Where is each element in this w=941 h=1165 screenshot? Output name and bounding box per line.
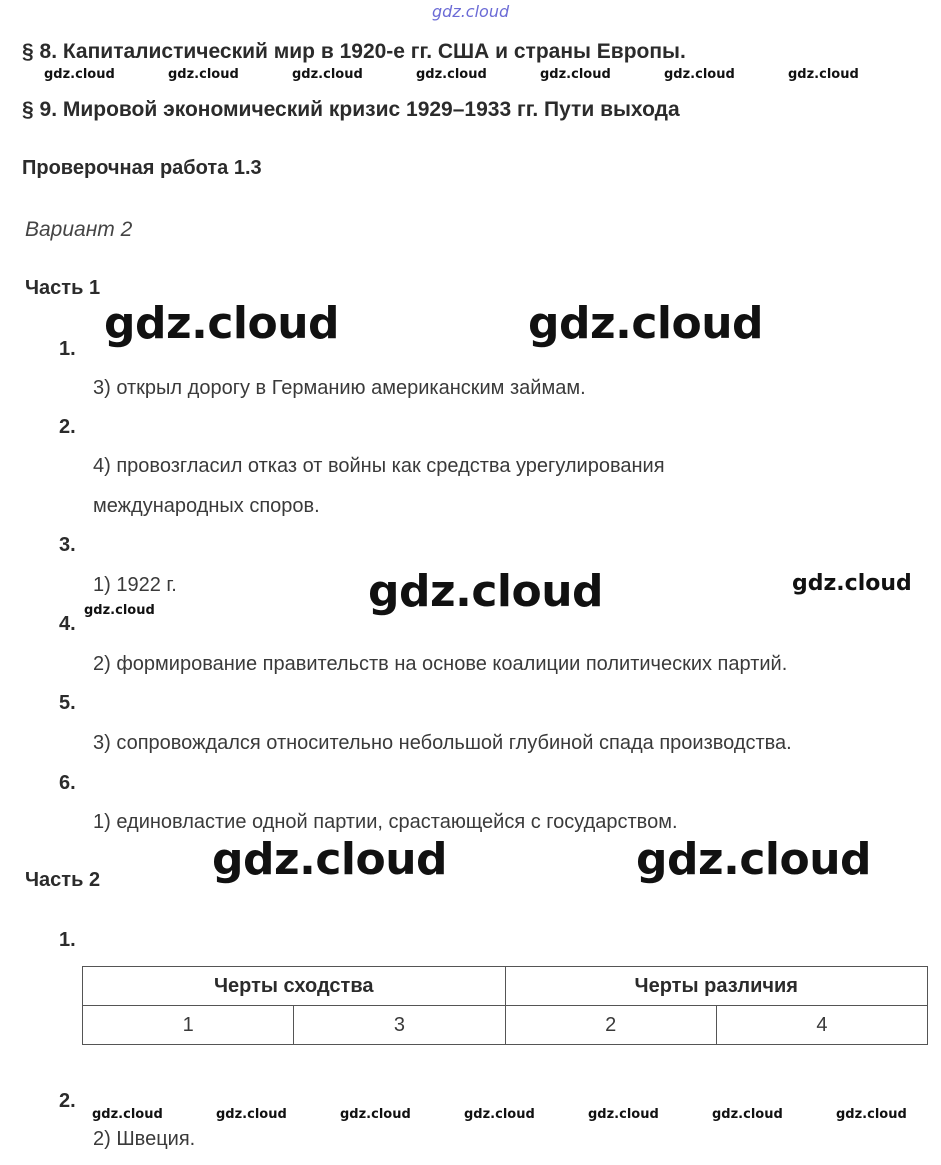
comparison-table (82, 966, 928, 1045)
question-number: 3. (59, 534, 76, 556)
watermark: gdz.cloud (292, 67, 363, 82)
table-header-differences: Черты различия (505, 967, 928, 1006)
watermark: gdz.cloud (788, 67, 859, 82)
table-cell: 2 (505, 1006, 716, 1045)
answer-text: 3) сопровождался относительно небольшой глубиной спада производства. (93, 732, 792, 754)
question-number: 5. (59, 692, 76, 714)
watermark: gdz.cloud (588, 1107, 659, 1122)
answer-text: международных споров. (93, 495, 320, 517)
table-cell: 3 (294, 1006, 505, 1045)
watermark: gdz.cloud (216, 1107, 287, 1122)
watermark: gdz.cloud (664, 67, 735, 82)
watermark: gdz.cloud (464, 1107, 535, 1122)
watermark: gdz.cloud (416, 67, 487, 82)
answer-text: 2) формирование правительств на основе коалиции политических партий. (93, 653, 788, 675)
section-heading-8: § 8. Капиталистический мир в 1920-е гг. США и страны Европы. (22, 40, 686, 63)
question-number: 6. (59, 772, 76, 794)
table-header-row (83, 967, 928, 1006)
part1-title: Часть 1 (25, 277, 101, 299)
question-number: 4. (59, 613, 76, 635)
watermark-large: gdz.cloud (104, 298, 340, 349)
answer-text: 2) Швеция. (93, 1128, 196, 1150)
watermark: gdz.cloud (340, 1107, 411, 1122)
watermark-large: gdz.cloud (212, 834, 448, 885)
watermark: gdz.cloud (44, 67, 115, 82)
answer-text: 3) открыл дорогу в Германию американским займам. (93, 377, 586, 399)
watermark: gdz.cloud (92, 1107, 163, 1122)
question-number: 1. (59, 338, 76, 360)
watermark: gdz.cloud (168, 67, 239, 82)
answer-text: 1) 1922 г. (93, 574, 177, 596)
table-header-similarities: Черты сходства (83, 967, 506, 1006)
section-heading-9: § 9. Мировой экономический кризис 1929–1933 гг. Пути выхода (22, 98, 680, 121)
question-number: 1. (59, 929, 76, 951)
watermark-large: gdz.cloud (636, 834, 872, 885)
table-cell: 4 (716, 1006, 927, 1045)
watermark: gdz.cloud (540, 67, 611, 82)
answer-text: 4) провозгласил отказ от войны как средства урегулирования (93, 455, 665, 477)
table-cell: 1 (83, 1006, 294, 1045)
answer-text: 1) единовластие одной партии, срастающейся с государством. (93, 811, 678, 833)
question-number: 2. (59, 1090, 76, 1112)
top-watermark: gdz.cloud (432, 2, 510, 21)
table-row (83, 1006, 928, 1045)
question-number: 2. (59, 416, 76, 438)
variant-label: Вариант 2 (25, 218, 133, 241)
watermark: gdz.cloud (712, 1107, 783, 1122)
test-title: Проверочная работа 1.3 (22, 157, 262, 179)
watermark: gdz.cloud (84, 603, 155, 618)
watermark: gdz.cloud (836, 1107, 907, 1122)
part2-title: Часть 2 (25, 869, 101, 891)
watermark-large: gdz.cloud (368, 566, 604, 617)
watermark-medium: gdz.cloud (792, 571, 912, 596)
watermark-large: gdz.cloud (528, 298, 764, 349)
